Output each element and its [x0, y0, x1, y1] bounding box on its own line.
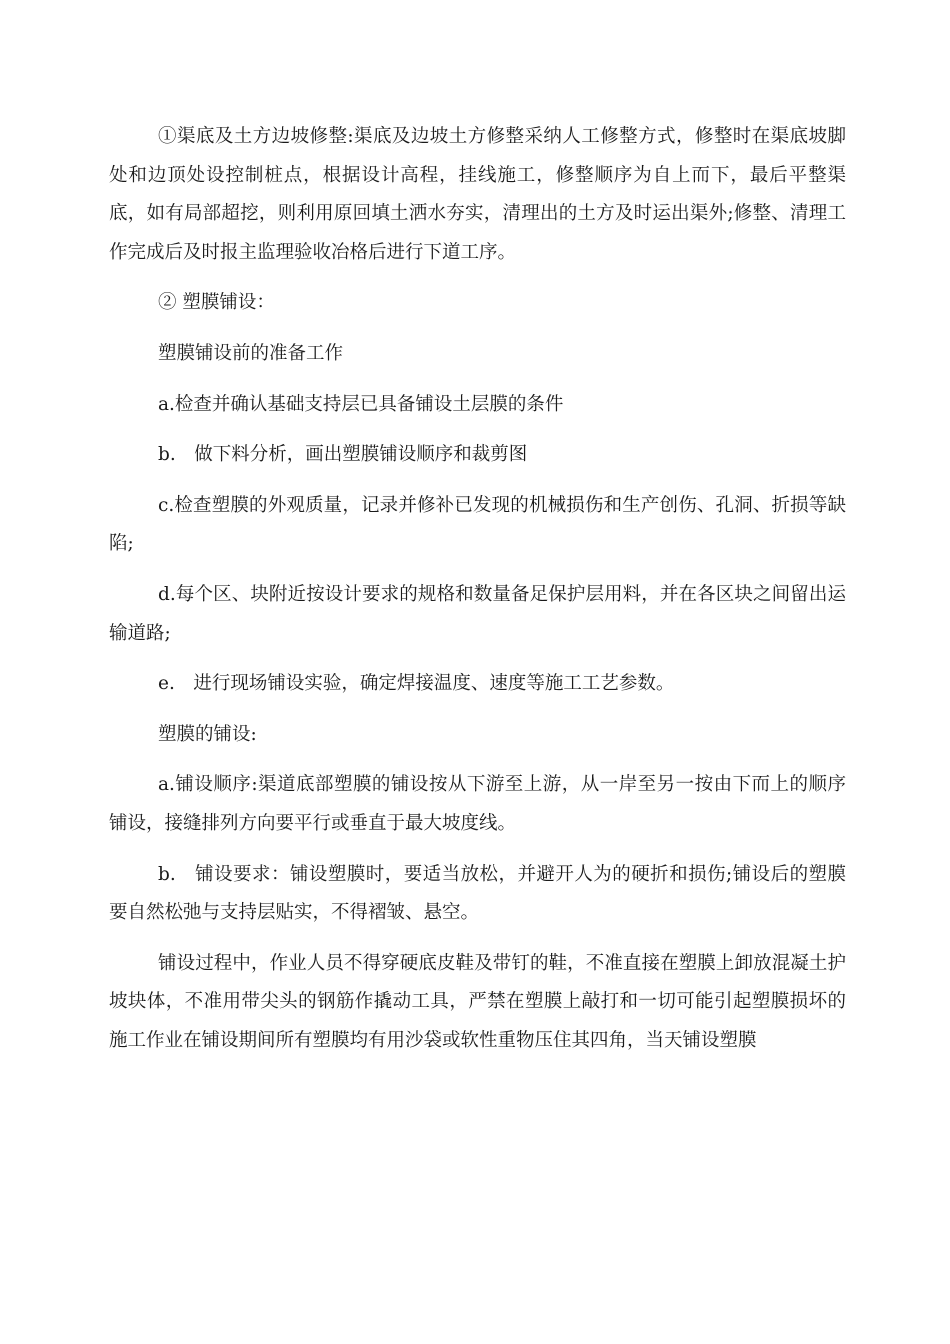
paragraph-preparation-heading: 塑膜铺设前的准备工作: [158, 342, 344, 364]
paragraph-prep-item-e: e. 进行现场铺设实验，确定焊接温度、速度等施工工艺参数。: [158, 673, 675, 695]
paragraph-laying-process: 铺设过程中，作业人员不得穿硬底皮鞋及带钉的鞋，不准直接在塑膜上卸放混凝土护坡块体，不准用带尖头的钢筋作撬动工具，严禁在塑膜上敲打和一切可能引起塑膜损坏的施工作业在铺设期间所有塑膜均有用沙袋或软性重物压住其四角，当天铺设塑膜: [109, 952, 846, 1051]
document-body: [109, 118, 846, 1072]
paragraph-prep-item-a: a.检查并确认基础支持层已具备铺设土层膜的条件: [158, 393, 564, 415]
paragraph-prep-item-c: c.检查塑膜的外观质量，记录并修补已发现的机械损伤和生产创伤、孔洞、折损等缺陷;: [109, 494, 846, 555]
paragraph-canal-slope-trimming: ①渠底及土方边坡修整:渠底及边坡土方修整采纳人工修整方式，修整时在渠底坡脚处和边顶处设控制桩点，根据设计高程，挂线施工，修整顺序为自上而下，最后平整渠底，如有局部超挖，则利用原回填土洒水夯实，清理出的土方及时运出渠外;修整、清理工作完成后及时报主监理验收冶格后进行下道工序。: [109, 126, 846, 263]
paragraph-laying-item-b: b. 铺设要求：铺设塑膜时，要适当放松，并避开人为的硬折和损伤;铺设后的塑膜要自然松弛与支持层贴实，不得褶皱、悬空。: [109, 863, 846, 924]
paragraph-laying-item-a: a.铺设顺序:渠道底部塑膜的铺设按从下游至上游，从一岸至另一按由下而上的顺序铺设，接缝排列方向要平行或垂直于最大坡度线。: [109, 774, 846, 834]
paragraph-prep-item-b: b. 做下料分析，画出塑膜铺设顺序和裁剪图: [158, 444, 528, 466]
paragraph-laying-heading: 塑膜的铺设:: [158, 723, 257, 745]
paragraph-membrane-laying-heading: ② 塑膜铺设：: [158, 292, 275, 314]
paragraph-prep-item-d: d.每个区、块附近按设计要求的规格和数量备足保护层用料，并在各区块之间留出运输道路;: [109, 583, 846, 644]
